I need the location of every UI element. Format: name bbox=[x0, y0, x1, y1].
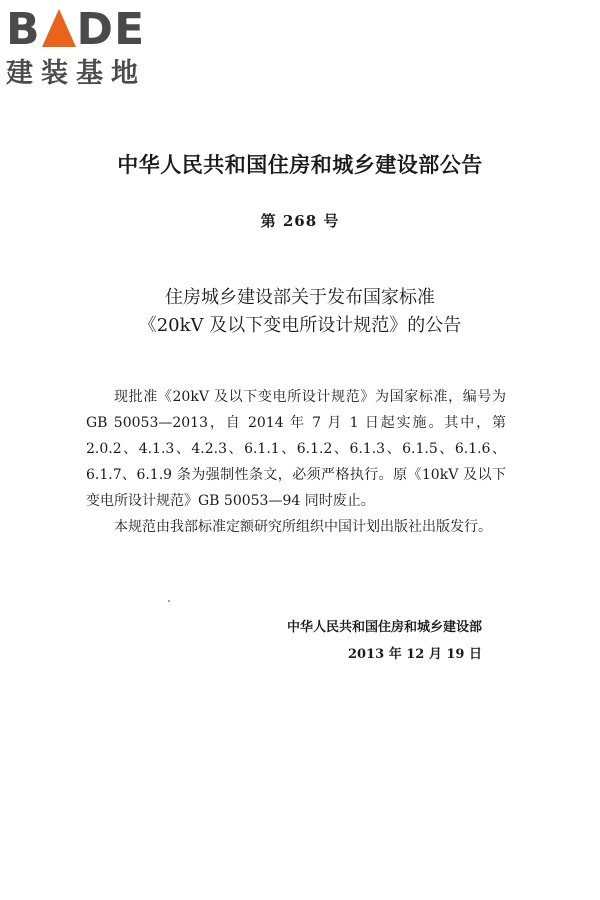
scan-speck bbox=[168, 600, 170, 602]
bade-logo bbox=[6, 4, 176, 90]
subtitle-line-1: 住房城乡建设部关于发布国家标准 bbox=[165, 287, 435, 308]
logo-subtitle: 建装基地 bbox=[6, 58, 146, 89]
logo-letters-de: DE bbox=[76, 4, 146, 55]
issue-date: 2013 年 12 月 19 日 bbox=[348, 647, 482, 662]
announcement-number: 第 268 号 bbox=[260, 212, 340, 230]
body-paragraph-1: 现批准《20kV 及以下变电所设计规范》为国家标准，编号为GB 50053—2013，自 2014 年 7 月 1 日起实施。其中，第 2.0.2、4.1.3、4.2.3、6.1.1、6.1.2、6.1.3、6.1.5、6.1.6、6.1.7、6.1.9 条为强制性条文，必须严格执行。原《10kV 及以下变电所设计规范》GB 50053—94 同时废止。 bbox=[86, 389, 506, 509]
logo-triangle-a-icon bbox=[42, 9, 76, 47]
signature-block bbox=[287, 614, 482, 668]
logo-wordmark bbox=[6, 4, 176, 56]
announcement-body bbox=[86, 384, 506, 540]
logo-letter-b: B bbox=[6, 4, 41, 55]
issuer-name: 中华人民共和国住房和城乡建设部 bbox=[286, 620, 482, 635]
subtitle-line-2: 《20kV 及以下变电所设计规范》的公告 bbox=[138, 315, 462, 336]
announcement-title: 中华人民共和国住房和城乡建设部公告 bbox=[117, 153, 483, 177]
body-paragraph-2: 本规范由我部标准定额研究所组织中国计划出版社出版发行。 bbox=[114, 519, 492, 535]
announcement-subtitle bbox=[0, 284, 600, 340]
